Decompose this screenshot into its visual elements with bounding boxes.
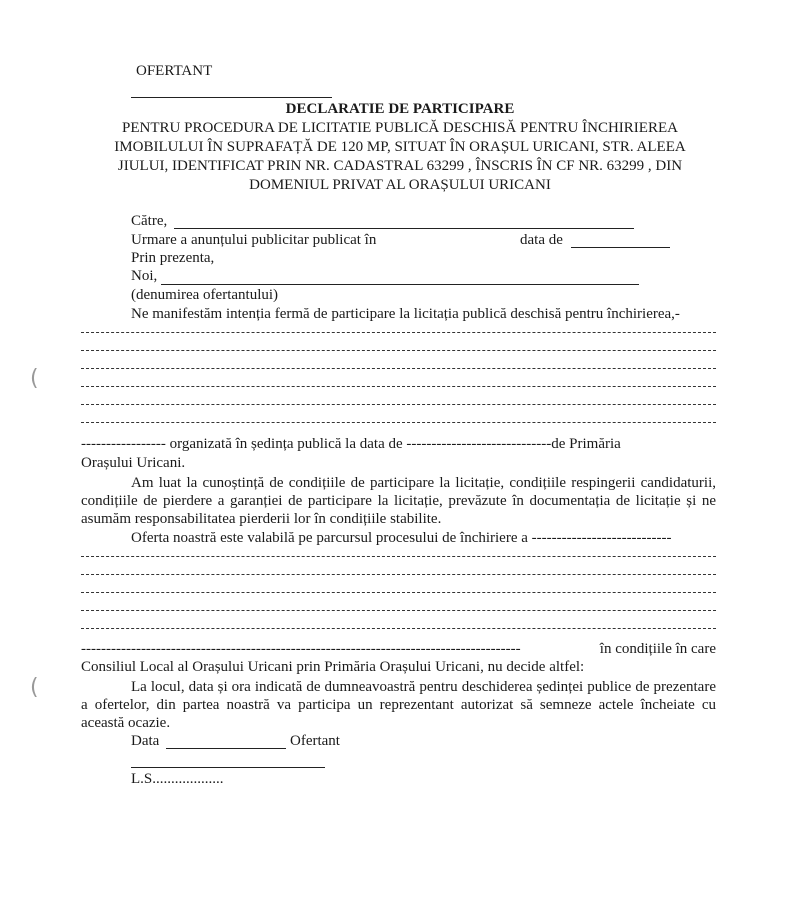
dashed-line: [81, 332, 716, 333]
dashed-line: [81, 610, 716, 611]
la-locul-paragraph: La locul, data și ora indicată de dumneavoastră pentru deschiderea ședinței publice de prezentare a ofertelor, din partea noastră va participa un reprezentant autorizat să semneze actele încheiate cu această ocazie.: [81, 679, 716, 731]
dashed-line: [81, 628, 716, 629]
dashed-line: [81, 422, 716, 423]
binder-hole-mark: (: [30, 366, 39, 391]
document-title: DECLARATIE DE PARTICIPARE: [285, 101, 515, 117]
denumirea-text: (denumirea ofertantului): [131, 287, 279, 303]
subtitle-line-2: IMOBILULUI ÎN SUPRAFAȚĂ DE 120 MP, SITUAT ÎN ORAȘUL URICANI, STR. ALEEA: [114, 139, 686, 155]
dashed-line: [81, 592, 716, 593]
am-luat-paragraph: Am luat la cunoștință de condițiile de participare la licitație, condițiile respingerii candidaturii, condițiile de pierdere a garanției de participare la licitație, prevăzute în documentația de licitație și ne asumăm responsabilitatea pierderii lor în condițiile stabilite.: [81, 475, 716, 527]
dashed-line: [81, 368, 716, 369]
subtitle-line-3: JIULUI, IDENTIFICAT PRIN NR. CADASTRAL 63299 , ÎNSCRIS ÎN CF NR. 63299 , DIN: [117, 158, 683, 174]
data-label: Data: [131, 733, 160, 749]
oferta-text: Oferta noastră este valabilă pe parcursul procesului de închiriere a: [131, 530, 528, 546]
dash-fill: ----------------------------------------------------------------------------------------: [81, 641, 521, 657]
consiliul-text: Consiliul Local al Orașului Uricani prin Primăria Orașului Uricani, nu decide altfel:: [81, 659, 585, 675]
ofertant-name-line: [131, 97, 332, 98]
prin-prezenta-text: Prin prezenta,: [131, 250, 215, 266]
binder-hole-mark: (: [30, 675, 39, 700]
subtitle-line-4: DOMENIUL PRIVAT AL ORAȘULUI URICANI: [249, 177, 551, 193]
noi-line: [161, 284, 639, 285]
urmare-text: Urmare a anunțului publicitar publicat în: [131, 232, 377, 248]
primaria-text: de Primăria: [551, 436, 621, 452]
catre-line: [174, 228, 634, 229]
dashed-line: [81, 350, 716, 351]
dash-fill: -----------------: [81, 436, 166, 452]
dash-fill: -----------------------------: [406, 436, 552, 452]
dashed-line: [81, 404, 716, 405]
conditii-text: în condițiile în care: [596, 641, 716, 658]
manifestam-text: Ne manifestăm intenția fermă de participare la licitația publică deschisă pentru închirierea,-: [131, 306, 680, 322]
data-signature-line: [166, 748, 286, 749]
organizata-text: organizată în ședința publică la data de: [169, 436, 403, 452]
organizata-line: [81, 436, 621, 453]
catre-label: Către,: [131, 213, 168, 229]
conditii-line: [81, 641, 716, 658]
ofertant-sign-line: [131, 767, 325, 768]
noi-label: Noi,: [131, 268, 158, 284]
data-de-line: [571, 247, 670, 248]
data-de-label: data de: [520, 232, 563, 248]
dashed-line: [81, 386, 716, 387]
dashed-line: [81, 574, 716, 575]
orasul-text: Orașului Uricani.: [81, 455, 186, 471]
dashed-line: [81, 556, 716, 557]
ofertant-label: OFERTANT: [136, 63, 213, 79]
ls-label: L.S...................: [131, 771, 224, 787]
ofertant-sign-label: Ofertant: [290, 733, 340, 749]
dash-fill: ----------------------------: [531, 530, 672, 546]
oferta-line: [131, 530, 672, 547]
subtitle-line-1: PENTRU PROCEDURA DE LICITATIE PUBLICĂ DESCHISĂ PENTRU ÎNCHIRIEREA: [122, 120, 678, 136]
